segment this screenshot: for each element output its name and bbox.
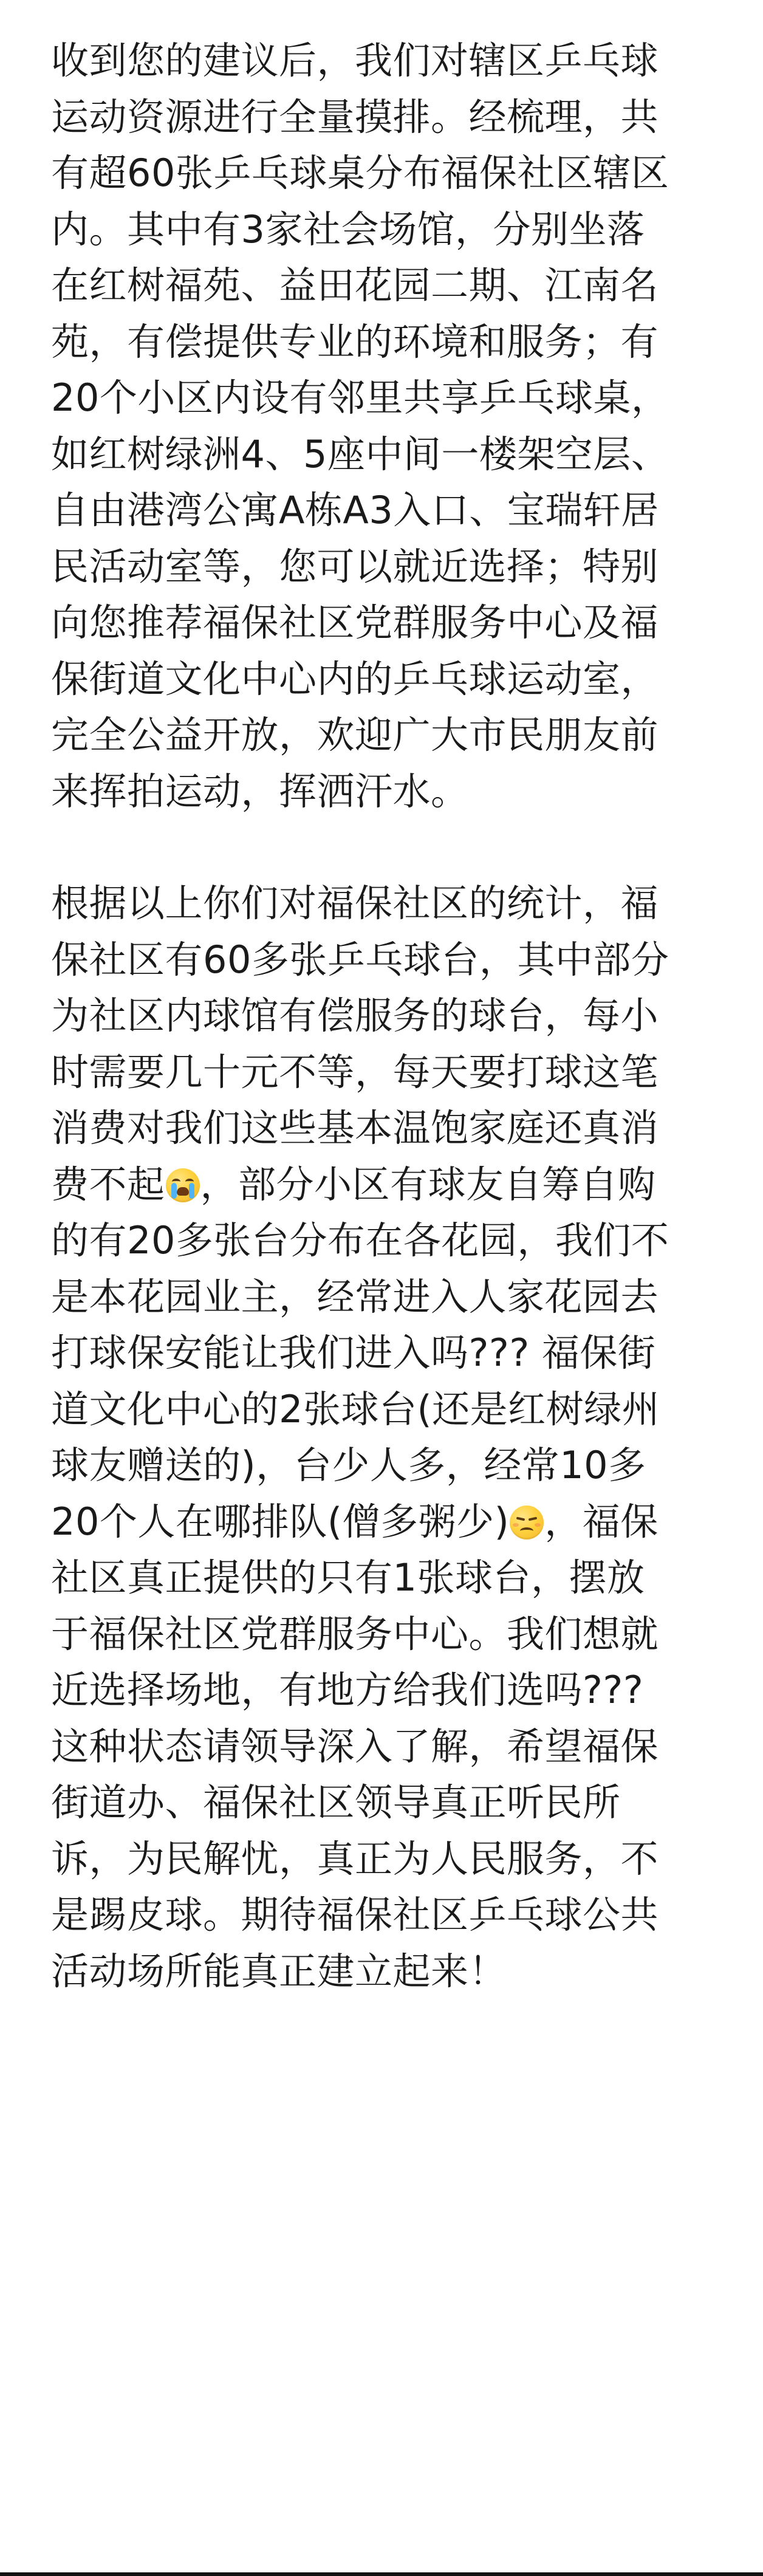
text-segment: 费不起 <box>51 1162 165 1207</box>
text-line: 道文化中心的2张球台(还是红树绿州 <box>51 1386 660 1431</box>
text-line: 的有20多张台分布在各花园，我们不 <box>51 1218 669 1262</box>
text-line: 向您推荐福保社区党群服务中心及福 <box>51 600 659 645</box>
text-line-with-emoji <box>51 1494 713 1550</box>
text-line: 为社区内球馆有偿服务的球台，每小 <box>51 993 659 1038</box>
text-line: 有超60张乒乓球桌分布福保社区辖区 <box>51 151 669 195</box>
crying-face-icon <box>166 1168 200 1202</box>
text-segment: ，福保 <box>544 1499 659 1544</box>
text-line: 于福保社区党群服务中心。我们想就 <box>51 1611 659 1656</box>
text-line: 完全公益开放，欢迎广大市民朋友前 <box>51 713 659 757</box>
text-line: 收到您的建议后，我们对辖区乒乓球 <box>51 38 659 83</box>
text-segment: 20个人在哪排队(僧多粥少) <box>51 1499 510 1544</box>
text-line: 街道办、福保社区领导真正听民所 <box>51 1780 621 1824</box>
text-segment: ，部分小区有球友自筹自购 <box>200 1162 656 1207</box>
bottom-divider <box>0 2572 763 2576</box>
official-reply-paragraph <box>51 33 713 820</box>
text-line: 近选择场地，有地方给我们选吗??? <box>51 1668 644 1712</box>
text-line-with-emoji <box>51 1157 713 1213</box>
text-line: 是本花园业主，经常进入人家花园去 <box>51 1274 659 1319</box>
resident-response-paragraph <box>51 875 713 1999</box>
text-line: 时需要几十元不等，每天要打球这笔 <box>51 1049 659 1094</box>
text-line: 保街道文化中心内的乒乓球运动室， <box>51 656 659 701</box>
post-body <box>51 33 713 1999</box>
text-line: 根据以上你们对福保社区的统计，福 <box>51 881 659 925</box>
text-line: 打球保安能让我们进入吗??? 福保街 <box>51 1331 656 1375</box>
text-line: 民活动室等，您可以就近选择；特别 <box>51 544 659 589</box>
text-line: 诉，为民解忧，真正为人民服务，不 <box>51 1836 659 1881</box>
text-line: 球友赠送的)，台少人多，经常10多 <box>51 1443 646 1487</box>
text-line: 活动场所能真正建立起来！ <box>51 1948 507 1993</box>
text-line: 内。其中有3家社会场馆，分别坐落 <box>51 207 645 252</box>
text-line: 20个小区内设有邻里共享乒乓球桌， <box>51 375 669 420</box>
text-line: 运动资源进行全量摸排。经梳理，共 <box>51 94 659 139</box>
text-line: 如红树绿洲4、5座中间一楼架空层、 <box>51 431 669 476</box>
text-line: 苑，有偿提供专业的环境和服务；有 <box>51 319 659 364</box>
text-line: 保社区有60多张乒乓球台，其中部分 <box>51 937 669 982</box>
text-line: 是踢皮球。期待福保社区乒乓球公共 <box>51 1893 659 1937</box>
text-line: 自由港湾公寓A栋A3入口、宝瑞轩居 <box>51 488 659 532</box>
text-line: 社区真正提供的只有1张球台，摆放 <box>51 1555 645 1600</box>
text-line: 消费对我们这些基本温饱家庭还真消 <box>51 1106 659 1150</box>
text-line: 来挥拍运动，挥洒汗水。 <box>51 769 469 814</box>
text-line: 在红树福苑、益田花园二期、江南名 <box>51 263 659 307</box>
text-line: 这种状态请领导深入了解，希望福保 <box>51 1724 659 1769</box>
annoyed-face-icon <box>510 1506 544 1540</box>
paragraph-gap <box>51 820 713 875</box>
